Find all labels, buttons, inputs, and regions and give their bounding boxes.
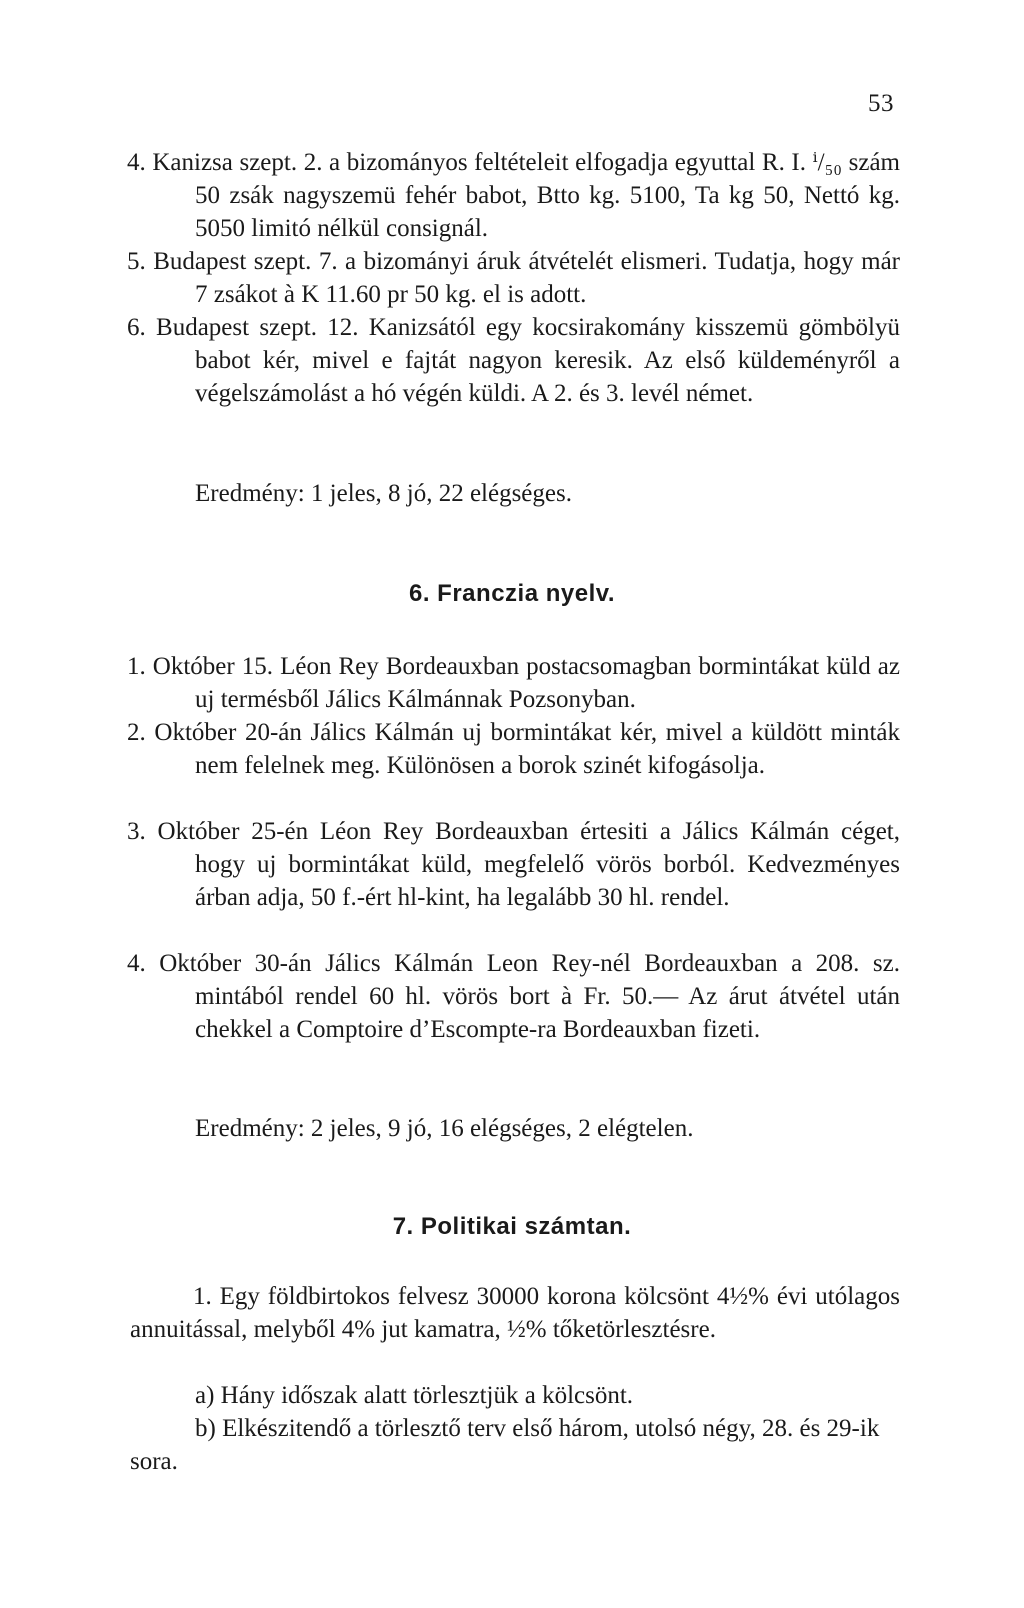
list-item: 4. Kanizsa szept. 2. a bizományos feltételeit elfogadja egyuttal R. I. ⁱ/₅₀ szám 50 zsák nagyszemü fehér babot, Btto kg. 5100, Ta kg 50, Nettó kg. 5050 limitó nélkül consignál. [127, 149, 900, 242]
list-item: 5. Budapest szept. 7. a bizományi áruk átvételét elismeri. Tudatja, hogy már 7 zsákot à K 11.60 pr 50 kg. el is adott. [127, 248, 900, 308]
result-line: Eredmény: 2 jeles, 9 jó, 16 elégséges, 2 elégtelen. [195, 1115, 694, 1142]
question-item: b) Elkészitendő a törlesztő terv első három, utolsó négy, 28. és 29-ik sora. [130, 1415, 880, 1475]
result-line: Eredmény: 1 jeles, 8 jó, 22 elégséges. [195, 480, 572, 507]
problem-text: 1. Egy földbirtokos felvesz 30000 korona kölcsönt 4½% évi utólagos annuitással, melyből 4% jut kamatra, ½% tőketörlesztésre. [130, 1283, 900, 1343]
list-item: 1. Október 15. Léon Rey Bordeauxban postacsomagban bormintákat küld az uj termésből Jálics Kálmánnak Pozsonyban. [127, 653, 900, 713]
list-item: 6. Budapest szept. 12. Kanizsától egy kocsirakomány kisszemü gömbölyü babot kér, mivel e fajtát nagyon keresik. Az első küldeményről a végelszámolást a hó végén küldi. A 2. és 3. levél német. [127, 314, 900, 407]
section-heading: 7. Politikai számtan. [392, 1213, 632, 1240]
section-heading: 6. Franczia nyelv. [409, 580, 615, 607]
page-number: 53 [868, 90, 894, 117]
list-item: 3. Október 25-én Léon Rey Bordeauxban értesiti a Jálics Kálmán céget, hogy uj bormintákat küld, megfelelő vörös borból. Kedvezményes árban adja, 50 f.-ért hl-kint, ha legalább 30 hl. rendel. [127, 818, 900, 911]
list-item: 2. Október 20-án Jálics Kálmán uj bormintákat kér, mivel a küldött minták nem felelnek meg. Különösen a borok szinét kifogásolja. [127, 719, 900, 779]
list-item: 4. Október 30-án Jálics Kálmán Leon Rey-nél Bordeauxban a 208. sz. mintából rendel 60 hl. vörös bort à Fr. 50.— Az árut átvétel után chekkel a Comptoire d’Escompte-ra Bordeauxban fizeti. [127, 950, 900, 1043]
question-item: a) Hány időszak alatt törlesztjük a kölcsönt. [195, 1382, 634, 1409]
